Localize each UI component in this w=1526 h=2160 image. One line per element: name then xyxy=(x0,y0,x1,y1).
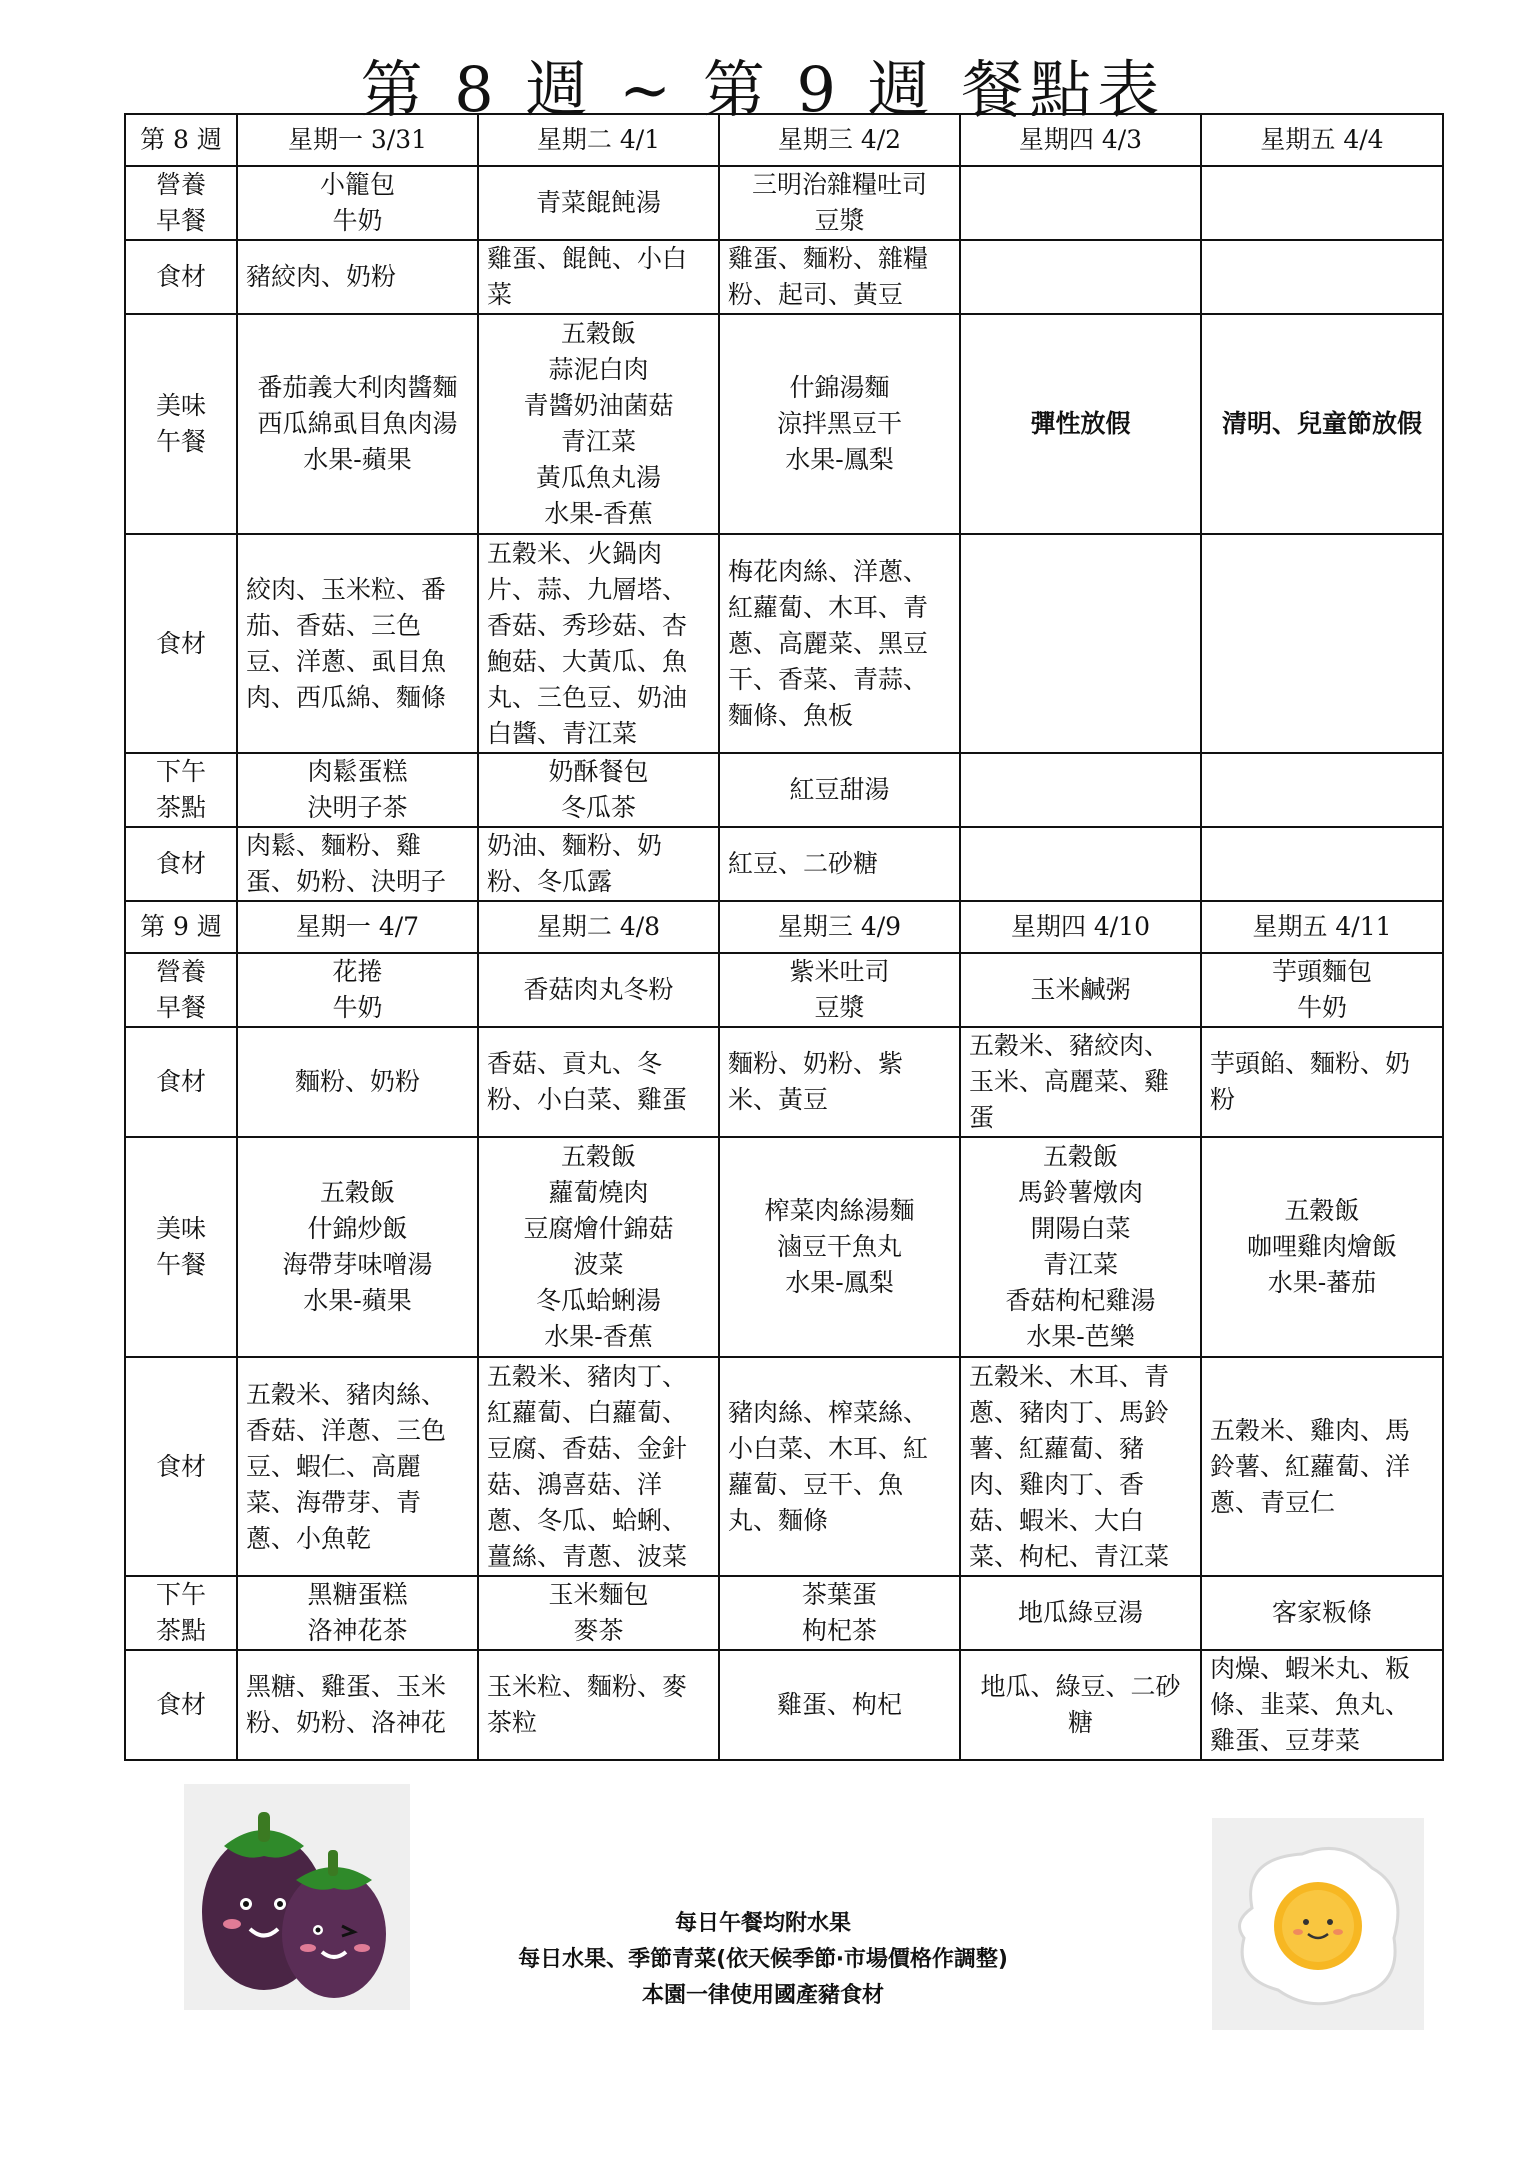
menu-cell: 五穀飯 馬鈴薯燉肉 開陽白菜 青江菜 香菇枸杞雞湯 水果-芭樂 xyxy=(960,1137,1201,1357)
menu-cell: 香菇肉丸冬粉 xyxy=(478,953,719,1027)
ingredient-cell: 肉燥、蝦米丸、粄條、韭菜、魚丸、雞蛋、豆芽菜 xyxy=(1201,1650,1443,1760)
table-row xyxy=(125,166,1443,240)
note-line: 每日水果、季節青菜(依天候季節‧市場價格作調整) xyxy=(518,1947,1008,1972)
menu-cell xyxy=(1201,166,1443,240)
ingredient-cell xyxy=(960,534,1201,753)
table-row xyxy=(125,953,1443,1027)
ingredient-cell: 玉米粒、麵粉、麥茶粒 xyxy=(478,1650,719,1760)
table-row xyxy=(125,1650,1443,1760)
week-label: 第 9 週 xyxy=(125,901,237,953)
menu-cell: 榨菜肉絲湯麵 滷豆干魚丸 水果-鳳梨 xyxy=(719,1137,960,1357)
ingredient-cell: 雞蛋、麵粉、雜糧粉、起司、黃豆 xyxy=(719,240,960,314)
table-row xyxy=(125,827,1443,901)
day-header: 星期三 4/2 xyxy=(719,114,960,166)
ingredient-cell: 豬肉絲、榨菜絲、小白菜、木耳、紅蘿蔔、豆干、魚丸、麵條 xyxy=(719,1357,960,1576)
menu-cell: 五穀飯 什錦炒飯 海帶芽味噌湯 水果-蘋果 xyxy=(237,1137,478,1357)
eggplant-icon xyxy=(184,1784,410,2010)
menu-cell: 花捲 牛奶 xyxy=(237,953,478,1027)
row-label: 美味 午餐 xyxy=(125,314,237,534)
week-label: 第 8 週 xyxy=(125,114,237,166)
ingredient-cell: 豬絞肉、奶粉 xyxy=(237,240,478,314)
menu-cell: 客家粄條 xyxy=(1201,1576,1443,1650)
ingredient-cell: 五穀米、木耳、青蔥、豬肉丁、馬鈴薯、紅蘿蔔、豬肉、雞肉丁、香菇、蝦米、大白菜、枸杞、青江菜 xyxy=(960,1357,1201,1576)
ingredient-cell: 地瓜、綠豆、二砂糖 xyxy=(960,1650,1201,1760)
menu-table xyxy=(124,113,1444,1761)
ingredient-cell: 雞蛋、餛飩、小白菜 xyxy=(478,240,719,314)
day-header: 星期二 4/1 xyxy=(478,114,719,166)
row-label: 下午 茶點 xyxy=(125,1576,237,1650)
ingredient-cell xyxy=(1201,534,1443,753)
ingredient-cell: 五穀米、雞肉、馬鈴薯、紅蘿蔔、洋蔥、青豆仁 xyxy=(1201,1357,1443,1576)
note-line: 本園一律使用國產豬食材 xyxy=(641,1983,884,2008)
menu-cell: 番茄義大利肉醬麵 西瓜綿虱目魚肉湯 水果-蘋果 xyxy=(237,314,478,534)
day-header: 星期一 3/31 xyxy=(237,114,478,166)
row-label: 食材 xyxy=(125,1027,237,1137)
page-title: 第 8 週 ~ 第 9 週 餐點表 xyxy=(360,53,1166,126)
holiday-cell: 清明、兒童節放假 xyxy=(1201,314,1443,534)
ingredient-cell: 麵粉、奶粉、紫米、黃豆 xyxy=(719,1027,960,1137)
ingredient-cell: 芋頭餡、麵粉、奶粉 xyxy=(1201,1027,1443,1137)
week8-header-row xyxy=(125,114,1443,166)
menu-cell: 黑糖蛋糕 洛神花茶 xyxy=(237,1576,478,1650)
ingredient-cell: 梅花肉絲、洋蔥、紅蘿蔔、木耳、青蔥、高麗菜、黑豆干、香菜、青蒜、麵條、魚板 xyxy=(719,534,960,753)
menu-cell: 三明治雜糧吐司 豆漿 xyxy=(719,166,960,240)
row-label: 營養 早餐 xyxy=(125,166,237,240)
table-row xyxy=(125,314,1443,534)
ingredient-cell: 麵粉、奶粉 xyxy=(237,1027,478,1137)
menu-cell xyxy=(960,753,1201,827)
table-row xyxy=(125,1137,1443,1357)
ingredient-cell xyxy=(960,827,1201,901)
ingredient-cell: 香菇、貢丸、冬粉、小白菜、雞蛋 xyxy=(478,1027,719,1137)
ingredient-cell: 黑糖、雞蛋、玉米粉、奶粉、洛神花 xyxy=(237,1650,478,1760)
row-label: 食材 xyxy=(125,240,237,314)
day-header: 星期二 4/8 xyxy=(478,901,719,953)
menu-cell: 青菜餛飩湯 xyxy=(478,166,719,240)
menu-cell: 芋頭麵包 牛奶 xyxy=(1201,953,1443,1027)
menu-cell: 地瓜綠豆湯 xyxy=(960,1576,1201,1650)
menu-cell: 茶葉蛋 枸杞茶 xyxy=(719,1576,960,1650)
day-header: 星期四 4/3 xyxy=(960,114,1201,166)
day-header: 星期五 4/11 xyxy=(1201,901,1443,953)
row-label: 食材 xyxy=(125,1650,237,1760)
row-label: 美味 午餐 xyxy=(125,1137,237,1357)
footer-notes xyxy=(400,1906,1126,2014)
ingredient-cell xyxy=(960,240,1201,314)
fried-egg-illustration xyxy=(1212,1818,1424,2030)
menu-cell: 什錦湯麵 涼拌黑豆干 水果-鳳梨 xyxy=(719,314,960,534)
eggplant-illustration xyxy=(184,1784,410,2010)
menu-cell xyxy=(1201,753,1443,827)
table-row xyxy=(125,1357,1443,1576)
ingredient-cell: 雞蛋、枸杞 xyxy=(719,1650,960,1760)
menu-cell: 玉米麵包 麥茶 xyxy=(478,1576,719,1650)
row-label: 下午 茶點 xyxy=(125,753,237,827)
ingredient-cell: 五穀米、豬絞肉、玉米、高麗菜、雞蛋 xyxy=(960,1027,1201,1137)
menu-cell: 五穀飯 蘿蔔燒肉 豆腐燴什錦菇 波菜 冬瓜蛤蜊湯 水果-香蕉 xyxy=(478,1137,719,1357)
ingredient-cell: 肉鬆、麵粉、雞蛋、奶粉、決明子 xyxy=(237,827,478,901)
ingredient-cell: 五穀米、豬肉絲、香菇、洋蔥、三色豆、蝦仁、高麗菜、海帶芽、青蔥、小魚乾 xyxy=(237,1357,478,1576)
menu-cell: 紫米吐司 豆漿 xyxy=(719,953,960,1027)
ingredient-cell: 絞肉、玉米粒、番茄、香菇、三色豆、洋蔥、虱目魚肉、西瓜綿、麵條 xyxy=(237,534,478,753)
ingredient-cell xyxy=(1201,827,1443,901)
row-label: 食材 xyxy=(125,534,237,753)
ingredient-cell: 奶油、麵粉、奶粉、冬瓜露 xyxy=(478,827,719,901)
menu-cell: 肉鬆蛋糕 決明子茶 xyxy=(237,753,478,827)
table-row xyxy=(125,534,1443,753)
row-label: 食材 xyxy=(125,827,237,901)
menu-cell: 紅豆甜湯 xyxy=(719,753,960,827)
table-row xyxy=(125,240,1443,314)
ingredient-cell xyxy=(1201,240,1443,314)
day-header: 星期四 4/10 xyxy=(960,901,1201,953)
menu-cell: 五穀飯 蒜泥白肉 青醬奶油菌菇 青江菜 黃瓜魚丸湯 水果-香蕉 xyxy=(478,314,719,534)
menu-cell: 五穀飯 咖哩雞肉燴飯 水果-蕃茄 xyxy=(1201,1137,1443,1357)
day-header: 星期三 4/9 xyxy=(719,901,960,953)
ingredient-cell: 五穀米、火鍋肉片、蒜、九層塔、香菇、秀珍菇、杏鮑菇、大黃瓜、魚丸、三色豆、奶油白醬、青江菜 xyxy=(478,534,719,753)
day-header: 星期一 4/7 xyxy=(237,901,478,953)
table-row xyxy=(125,1027,1443,1137)
menu-cell: 奶酥餐包 冬瓜茶 xyxy=(478,753,719,827)
table-row xyxy=(125,753,1443,827)
day-header: 星期五 4/4 xyxy=(1201,114,1443,166)
row-label: 營養 早餐 xyxy=(125,953,237,1027)
fried-egg-icon xyxy=(1212,1818,1424,2030)
menu-cell: 玉米鹹粥 xyxy=(960,953,1201,1027)
ingredient-cell: 五穀米、豬肉丁、紅蘿蔔、白蘿蔔、豆腐、香菇、金針菇、鴻喜菇、洋蔥、冬瓜、蛤蜊、薑絲、青蔥、波菜 xyxy=(478,1357,719,1576)
menu-cell xyxy=(960,166,1201,240)
ingredient-cell: 紅豆、二砂糖 xyxy=(719,827,960,901)
week9-header-row xyxy=(125,901,1443,953)
note-line: 每日午餐均附水果 xyxy=(674,1911,851,1936)
menu-cell: 小籠包 牛奶 xyxy=(237,166,478,240)
holiday-cell: 彈性放假 xyxy=(960,314,1201,534)
row-label: 食材 xyxy=(125,1357,237,1576)
table-row xyxy=(125,1576,1443,1650)
